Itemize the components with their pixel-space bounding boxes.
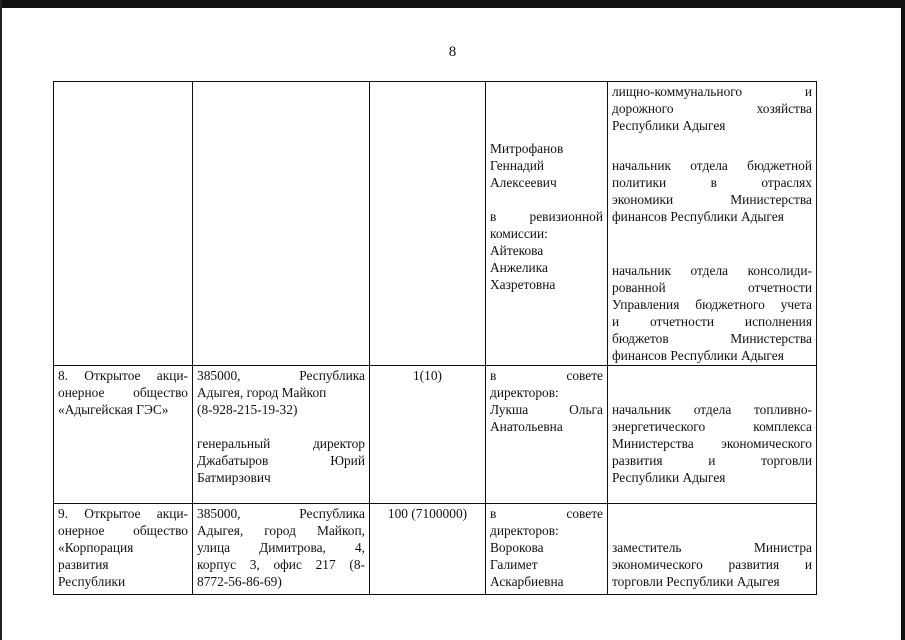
org-line: 9. Открытое акци- [58,506,188,521]
rep-name-line: Ворокова [490,540,544,555]
position-line: Министерства экономического [612,436,812,451]
director-line: генеральный директор [197,436,365,451]
board-heading: в совете [490,506,603,521]
representatives-cell [486,82,608,366]
commission-heading: в ревизионной [490,209,603,224]
organizations-table [53,81,817,595]
position-line: энергетического комплекса [612,419,812,434]
director-line: Батмирзович [197,470,271,485]
rep-name-line: Алексеевич [490,175,557,190]
position-line: рованной отчетности [612,280,812,295]
rep-name-line: Лукша Ольга [490,402,603,417]
position-line: финансов Республики Адыгея [612,209,784,224]
rep-name-line: Геннадий [490,158,545,173]
org-line: развития [58,557,109,572]
org-line: онерное общество [58,385,188,400]
position-line: и отчетности исполнения [612,314,812,329]
org-line: «Корпорация [58,540,134,555]
address-line: улица Димитрова, 4, [197,540,365,555]
address-cell [193,366,370,504]
representatives-cell [486,504,608,595]
share-value: 100 (7100000) [387,506,468,521]
position-line: бюджетов Министерства [612,331,812,346]
position-line: начальник отдела консолиди- [612,263,812,278]
org-cell [54,504,193,595]
position-line: развития и торговли [612,453,812,468]
position-line: финансов Республики Адыгея [612,348,784,363]
rep-name-line: Анжелика [490,260,548,275]
position-line: дорожного хозяйства [612,101,812,116]
share-value: 1(10) [412,368,442,383]
rep-name-line: Айтекова [490,243,544,258]
address-line: Адыгея, город Майкоп [197,385,327,400]
scan-left-border [0,0,2,640]
rep-name-line: Митрофанов [490,141,564,156]
share-cell [370,504,486,595]
scan-top-border [0,0,905,8]
position-line: экономики Министерства [612,192,812,207]
position-line: Республики Адыгея [612,470,726,485]
position-line: начальник отдела бюджетной [612,158,812,173]
representatives-cell [486,366,608,504]
position-line: заместитель Министра [612,540,812,555]
position-line: торговли Республики Адыгея [612,574,780,589]
page-number: 8 [448,44,457,60]
org-line: Республики [58,574,126,589]
address-line: корпус 3, офис 217 (8- [197,557,365,572]
address-line: 8772-56-86-69) [197,574,282,589]
org-line: 8. Открытое акци- [58,368,188,383]
position-cell [608,82,817,366]
position-line: Республики Адыгея [612,118,726,133]
commission-heading: комиссии: [490,226,548,241]
address-line: Адыгея, город Майкоп, [197,523,365,538]
org-cell [54,366,193,504]
position-line: лищно-коммунального и [612,84,812,99]
board-heading: в совете [490,368,603,383]
address-cell [193,504,370,595]
org-line: онерное общество [58,523,188,538]
address-line: 385000, Республика [197,506,365,521]
board-heading: директоров: [490,523,559,538]
rep-name-line: Анатольевна [490,419,563,434]
position-line: начальник отдела топливно- [612,402,812,417]
address-line: 385000, Республика [197,368,365,383]
director-line: Джабатыров Юрий [197,453,365,468]
rep-name-line: Аскарбиевна [490,574,564,589]
table-row [54,504,817,595]
table-row [54,82,817,366]
address-line: (8-928-215-19-32) [197,402,298,417]
position-cell [608,366,817,504]
address-cell [193,82,370,366]
board-heading: директоров: [490,385,559,400]
share-cell [370,366,486,504]
position-line: экономического развития и [612,557,812,572]
position-line: политики в отраслях [612,175,812,190]
position-line: Управления бюджетного учета [612,297,812,312]
rep-name-line: Галимет [490,557,538,572]
scan-right-border [901,0,905,640]
org-cell [54,82,193,366]
share-cell [370,82,486,366]
table-row [54,366,817,504]
org-line: «Адыгейская ГЭС» [58,402,169,417]
rep-name-line: Хазретовна [490,277,556,292]
position-cell [608,504,817,595]
